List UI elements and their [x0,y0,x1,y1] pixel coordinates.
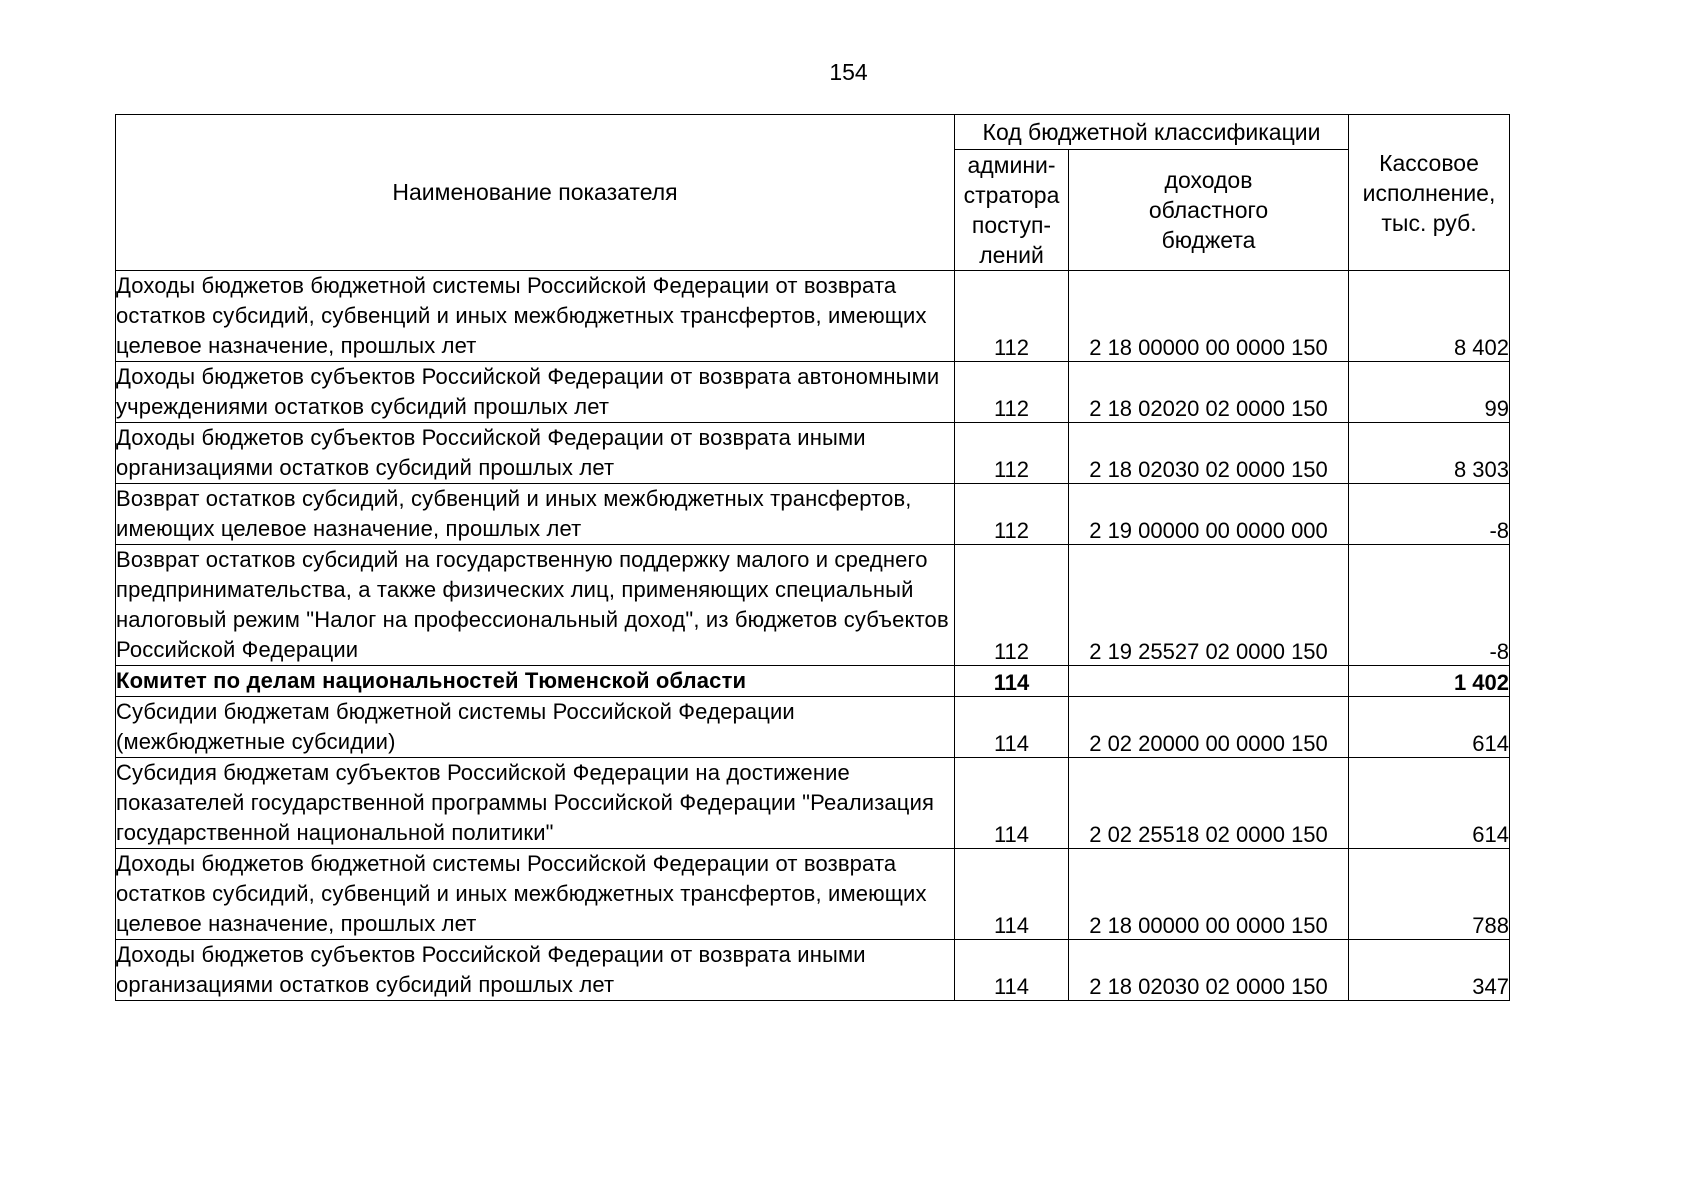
header-admin-line: стратора [963,182,1060,208]
row-admin-code: 112 [955,484,1069,545]
row-sum: 99 [1349,362,1510,423]
row-sum: 8 402 [1349,271,1510,362]
row-sum: 347 [1349,940,1510,1001]
header-income-line: доходов [1164,167,1253,193]
row-admin-code: 114 [955,849,1069,940]
row-admin-code: 112 [955,423,1069,484]
header-income-line: бюджета [1161,227,1256,253]
row-admin-code: 112 [955,362,1069,423]
table-body [116,271,1510,1001]
row-sum: 8 303 [1349,423,1510,484]
table-row [116,423,1510,484]
table-header [116,115,1510,271]
row-sum: -8 [1349,545,1510,666]
row-income-code: 2 18 02020 02 0000 150 [1069,362,1349,423]
budget-table [115,114,1510,1001]
header-admin-line: админи- [967,152,1056,178]
header-sum-line: тыс. руб. [1381,209,1477,236]
header-cash-execution [1349,115,1510,271]
row-name: Доходы бюджетов субъектов Российской Федерации от возврата иными организациями остатков субсидий прошлых лет [116,940,955,1001]
table-row-section-total [116,666,1510,697]
row-admin-code: 114 [955,697,1069,758]
row-name: Субсидии бюджетам бюджетной системы Российской Федерации (межбюджетные субсидии) [116,697,955,758]
row-admin-code: 114 [955,666,1069,697]
row-sum: 788 [1349,849,1510,940]
row-name: Возврат остатков субсидий на государственную поддержку малого и среднего предпринимательства, а также физических лиц, применяющих специальный налоговый режим "Налог на профессиональный доход", из бюджетов субъектов Российской Федерации [116,545,955,666]
row-admin-code: 112 [955,545,1069,666]
row-income-code: 2 18 00000 00 0000 150 [1069,271,1349,362]
table-row [116,849,1510,940]
row-income-code: 2 18 00000 00 0000 150 [1069,849,1349,940]
table-row [116,545,1510,666]
table-row [116,484,1510,545]
row-sum: -8 [1349,484,1510,545]
row-name: Доходы бюджетов бюджетной системы Российской Федерации от возврата остатков субсидий, субвенций и иных межбюджетных трансфертов, имеющих целевое назначение, прошлых лет [116,849,955,940]
row-name: Возврат остатков субсидий, субвенций и иных межбюджетных трансфертов, имеющих целевое назначение, прошлых лет [116,484,955,545]
header-sum-line: Кассовое [1379,149,1479,176]
header-indicator-name: Наименование показателя [116,115,955,271]
row-income-code: 2 02 20000 00 0000 150 [1069,697,1349,758]
row-income-code: 2 18 02030 02 0000 150 [1069,940,1349,1001]
table-row [116,940,1510,1001]
header-classification-code: Код бюджетной классификации [955,115,1349,150]
row-name: Доходы бюджетов субъектов Российской Федерации от возврата автономными учреждениями остатков субсидий прошлых лет [116,362,955,423]
header-income-line: областного [1148,197,1269,223]
row-income-code: 2 19 00000 00 0000 000 [1069,484,1349,545]
row-sum: 614 [1349,697,1510,758]
table-row [116,271,1510,362]
header-income-code [1069,150,1349,271]
row-income-code [1069,666,1349,697]
row-name: Доходы бюджетов субъектов Российской Федерации от возврата иными организациями остатков субсидий прошлых лет [116,423,955,484]
table-row [116,362,1510,423]
row-name: Субсидия бюджетам субъектов Российской Федерации на достижение показателей государственной программы Российской Федерации "Реализация государственной национальной политики" [116,758,955,849]
row-sum: 1 402 [1349,666,1510,697]
row-sum: 614 [1349,758,1510,849]
table-row [116,697,1510,758]
row-name: Доходы бюджетов бюджетной системы Российской Федерации от возврата остатков субсидий, субвенций и иных межбюджетных трансфертов, имеющих целевое назначение, прошлых лет [116,271,955,362]
header-administrator [955,150,1069,271]
row-income-code: 2 19 25527 02 0000 150 [1069,545,1349,666]
header-admin-line: поступ- [971,212,1052,238]
row-income-code: 2 18 02030 02 0000 150 [1069,423,1349,484]
header-sum-line: исполнение, [1362,179,1496,206]
table-row [116,758,1510,849]
row-income-code: 2 02 25518 02 0000 150 [1069,758,1349,849]
row-name: Комитет по делам национальностей Тюменской области [116,666,955,697]
row-admin-code: 114 [955,758,1069,849]
page-number: 154 [829,59,868,85]
row-admin-code: 112 [955,271,1069,362]
row-admin-code: 114 [955,940,1069,1001]
header-admin-line: лений [979,242,1044,268]
